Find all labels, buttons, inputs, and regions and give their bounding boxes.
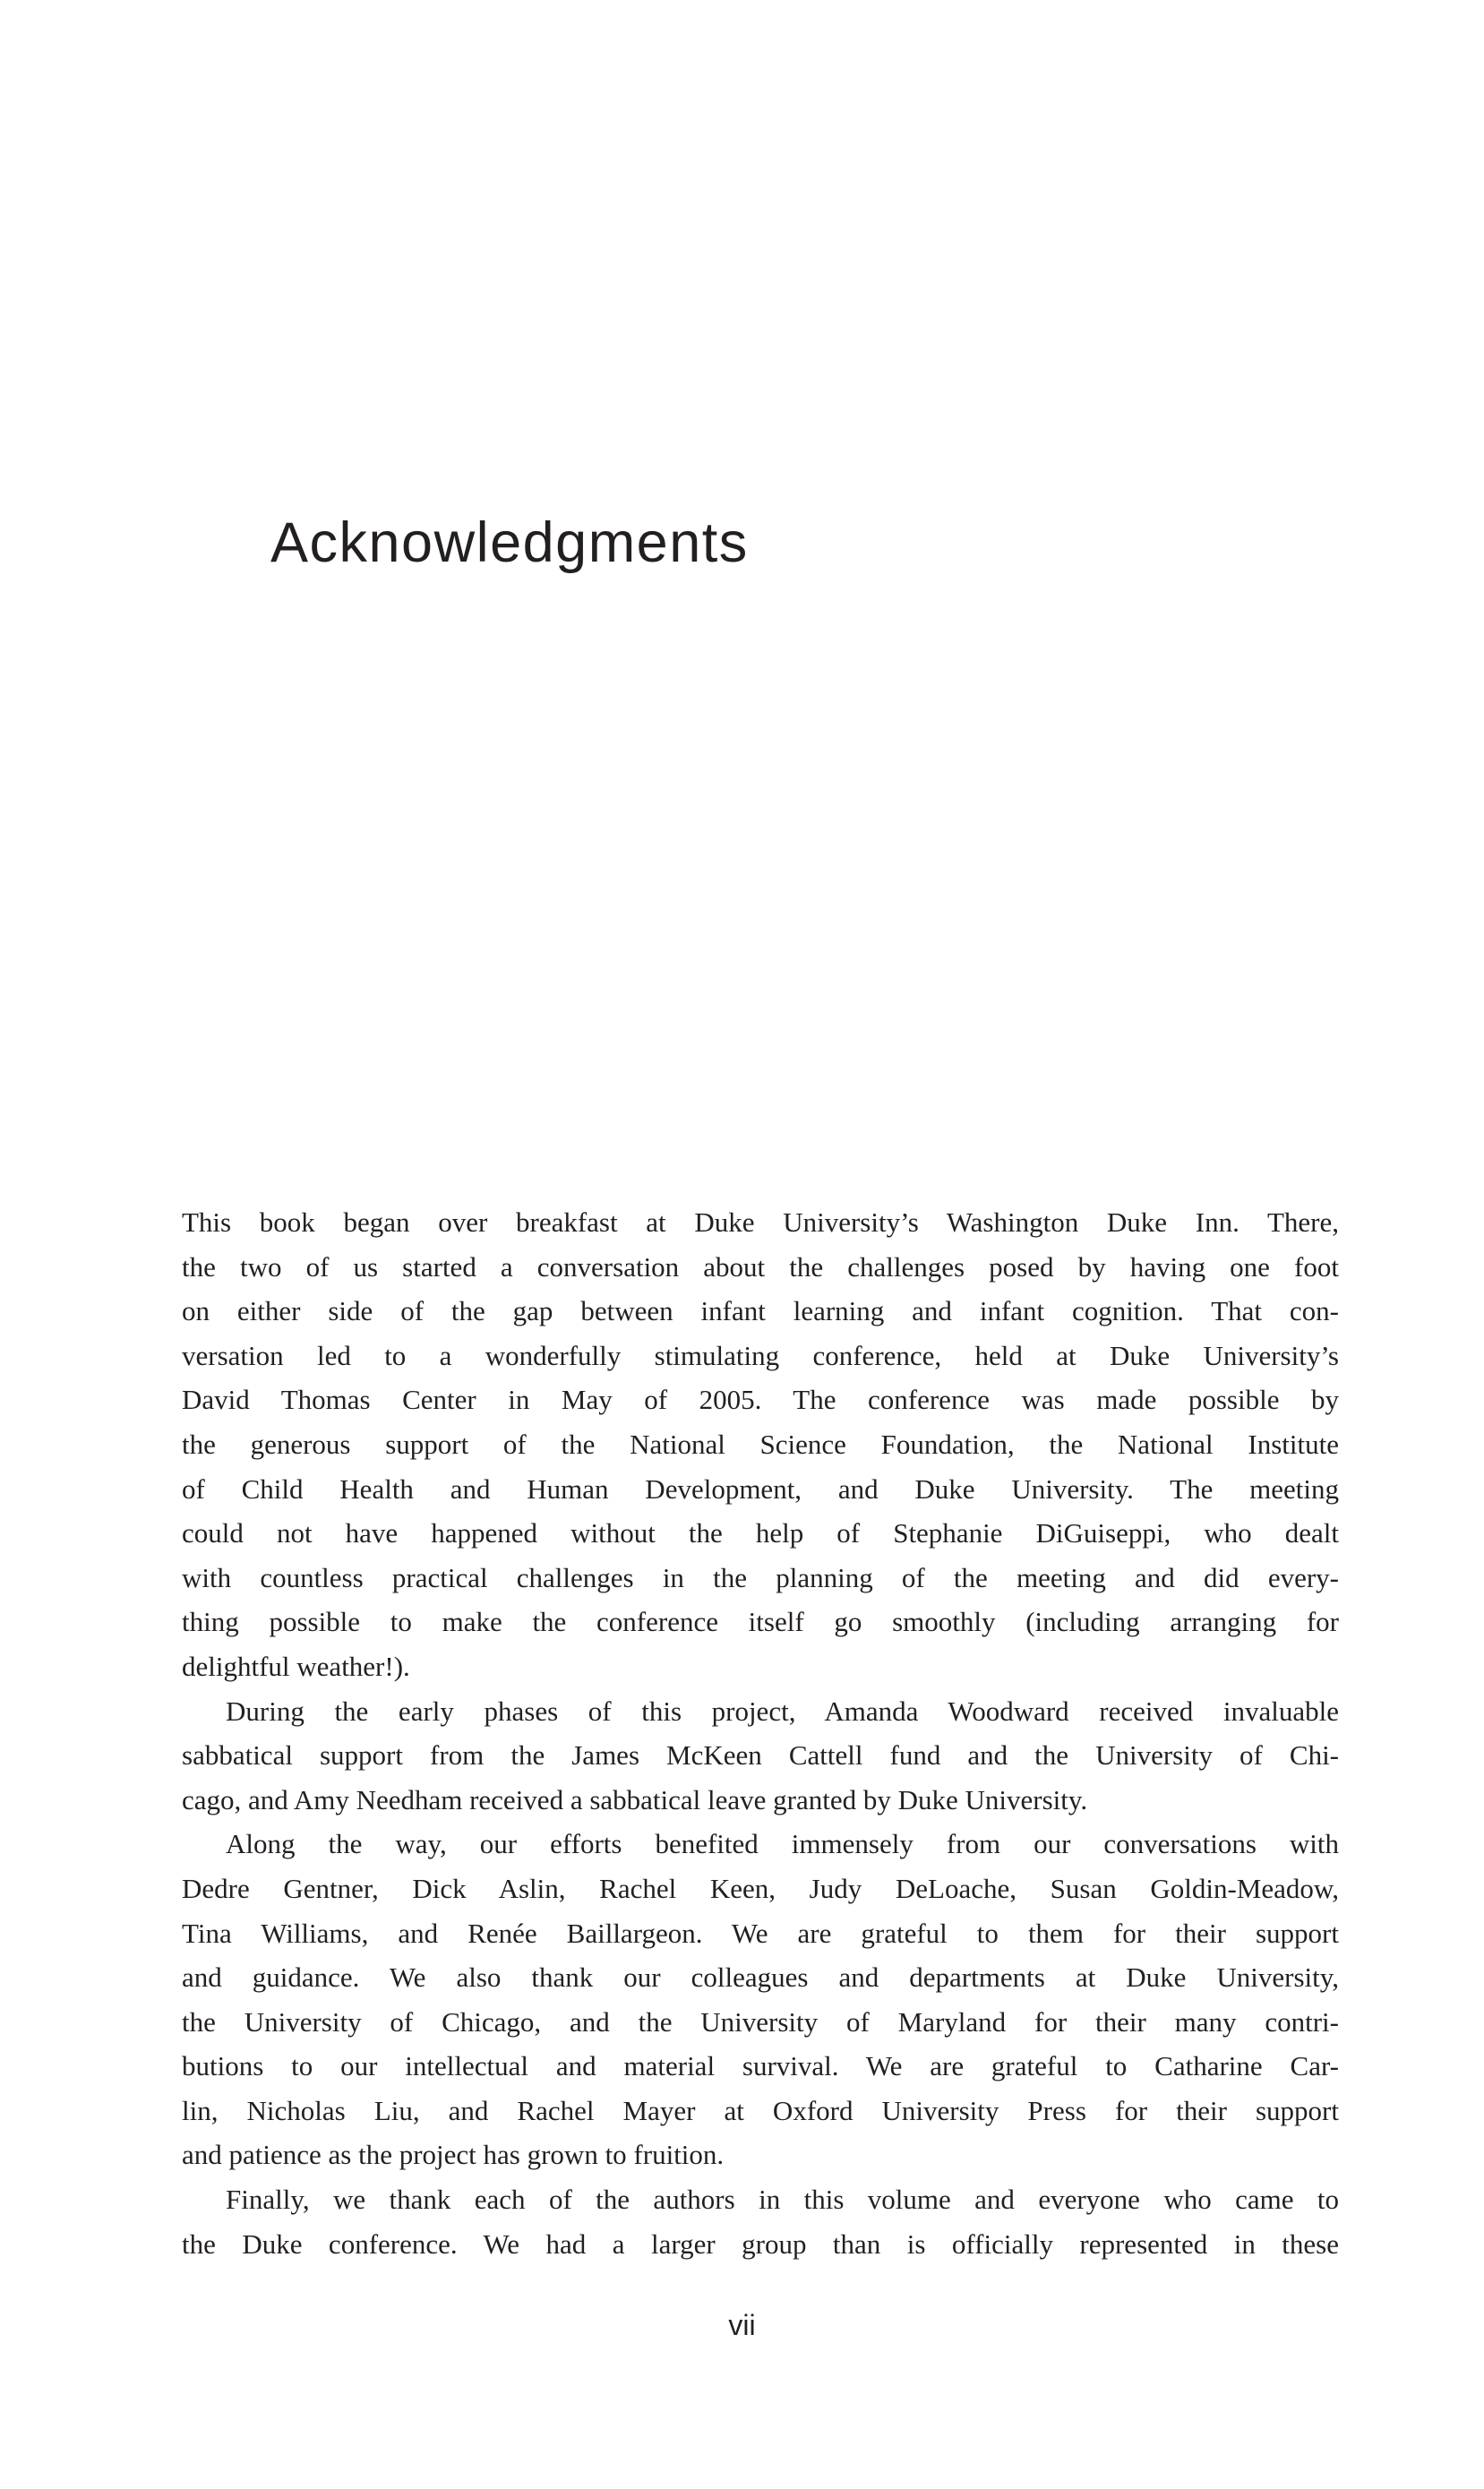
text-line: could not have happened without the help of Stephanie DiGuiseppi, who dealt — [182, 1517, 1339, 1549]
text-line: with countless practical challenges in the planning of the meeting and did every- — [182, 1561, 1339, 1593]
text-line: the generous support of the National Science Foundation, the National Institute — [182, 1428, 1339, 1460]
text-line: butions to our intellectual and material survival. We are grateful to Catharine Car- — [182, 2050, 1339, 2082]
text-line: Along the way, our efforts benefited immensely from our conversations with — [226, 1828, 1339, 1860]
paragraph — [182, 2177, 1339, 2266]
text-line: the two of us started a conversation about the challenges posed by having one foot — [182, 1250, 1339, 1283]
text-line: on either side of the gap between infant learning and infant cognition. That con- — [182, 1295, 1339, 1327]
text-line: and guidance. We also thank our colleagues and departments at Duke University, — [182, 1961, 1339, 1994]
paragraph — [182, 1200, 1339, 1689]
paragraph — [182, 1689, 1339, 1823]
text-line: thing possible to make the conference itself go smoothly (including arranging for — [182, 1606, 1339, 1638]
text-line: the Duke conference. We had a larger group than is officially represented in these — [182, 2227, 1339, 2260]
page-title: Acknowledgments — [270, 511, 749, 575]
text-line: sabbatical support from the James McKeen Cattell fund and the University of Chi- — [182, 1739, 1339, 1772]
text-line: lin, Nicholas Liu, and Rachel Mayer at Oxford University Press for their support — [182, 2094, 1339, 2126]
text-line: the University of Chicago, and the University of Maryland for their many contri- — [182, 2005, 1339, 2038]
text-line: David Thomas Center in May of 2005. The conference was made possible by — [182, 1384, 1339, 1416]
paragraph — [182, 1822, 1339, 2177]
text-line: This book began over breakfast at Duke University’s Washington Duke Inn. There, — [182, 1206, 1339, 1238]
text-line: Tina Williams, and Renée Baillargeon. We are grateful to them for their support — [182, 1917, 1339, 1949]
text-line: During the early phases of this project, Amanda Woodward received invaluable — [226, 1695, 1339, 1727]
text-line: Finally, we thank each of the authors in this volume and everyone who came to — [226, 2184, 1339, 2216]
page-number: vii — [728, 2309, 756, 2341]
body-text — [182, 1200, 1339, 2266]
text-line: of Child Health and Human Development, and Duke University. The meeting — [182, 1472, 1339, 1505]
text-line: cago, and Amy Needham received a sabbatical leave granted by Duke University. — [182, 1783, 1088, 1815]
text-line: versation led to a wonderfully stimulating conference, held at Duke University’s — [182, 1339, 1339, 1371]
text-line: Dedre Gentner, Dick Aslin, Rachel Keen, Judy DeLoache, Susan Goldin-Meadow, — [182, 1872, 1339, 1904]
text-line: delightful weather!). — [182, 1650, 410, 1682]
text-line: and patience as the project has grown to fruition. — [182, 2139, 725, 2171]
